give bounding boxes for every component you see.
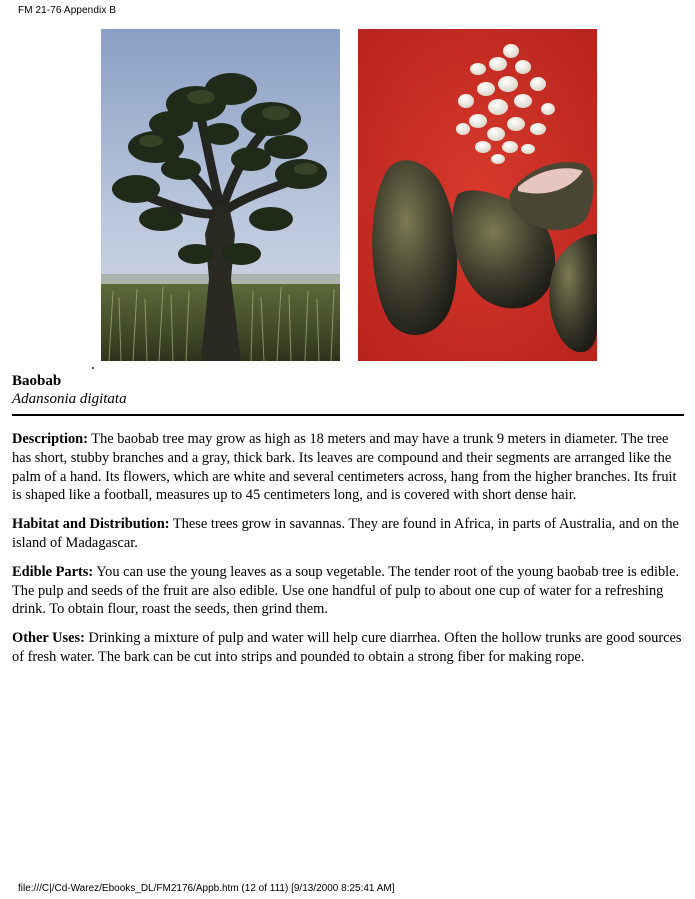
section-divider xyxy=(12,414,684,416)
other-uses-text: Drinking a mixture of pulp and water will help cure diarrhea. Often the hollow trunks are good sources of fresh water. The bark can be cut into strips and pounded to obtain a strong fiber for making rope. xyxy=(12,630,682,665)
plant-common-name: Baobab xyxy=(12,373,62,389)
habitat-paragraph xyxy=(12,515,686,553)
edible-parts-paragraph xyxy=(12,563,686,619)
baobab-tree-photo xyxy=(101,29,340,361)
description-label: Description: xyxy=(12,431,88,447)
habitat-label: Habitat and Distribution: xyxy=(12,516,170,533)
description-paragraph xyxy=(12,430,686,505)
plant-title-block xyxy=(12,372,127,408)
scan-speck xyxy=(92,367,94,369)
other-uses-label: Other Uses: xyxy=(12,630,85,647)
page-footer: file:///C|/Cd-Warez/Ebooks_DL/FM2176/Appb.htm (12 of 111) [9/13/2000 8:25:41 AM] xyxy=(18,883,395,894)
edible-parts-label: Edible Parts: xyxy=(12,563,94,580)
description-text: The baobab tree may grow as high as 18 meters and may have a trunk 9 meters in diameter. The tree has short, stubby branches and a gray, thick bark. Its leaves are compound and their segments are arranged like the palm of a hand. Its flowers, which are white and several centimeters across, hang from the higher branches. Its fruit is shaped like a football, measures up to 45 centimeters long, and is covered with short dense hair. xyxy=(12,431,677,504)
edible-parts-text: You can use the young leaves as a soup vegetable. The tender root of the young baobab tree is edible. The pulp and seeds of the fruit are also edible. Use one handful of pulp to about one cup of water for a refreshing drink. To obtain flour, roast the seeds, then grind them. xyxy=(12,563,680,618)
page-header: FM 21-76 Appendix B xyxy=(18,5,117,16)
baobab-fruit-photo xyxy=(358,29,597,361)
plant-scientific-name: Adansonia digitata xyxy=(12,391,127,407)
plant-description-body xyxy=(12,430,686,677)
habitat-text: These trees grow in savannas. They are found in Africa, in parts of Australia, and on the island of Madagascar. xyxy=(12,516,679,551)
other-uses-paragraph xyxy=(12,629,686,667)
